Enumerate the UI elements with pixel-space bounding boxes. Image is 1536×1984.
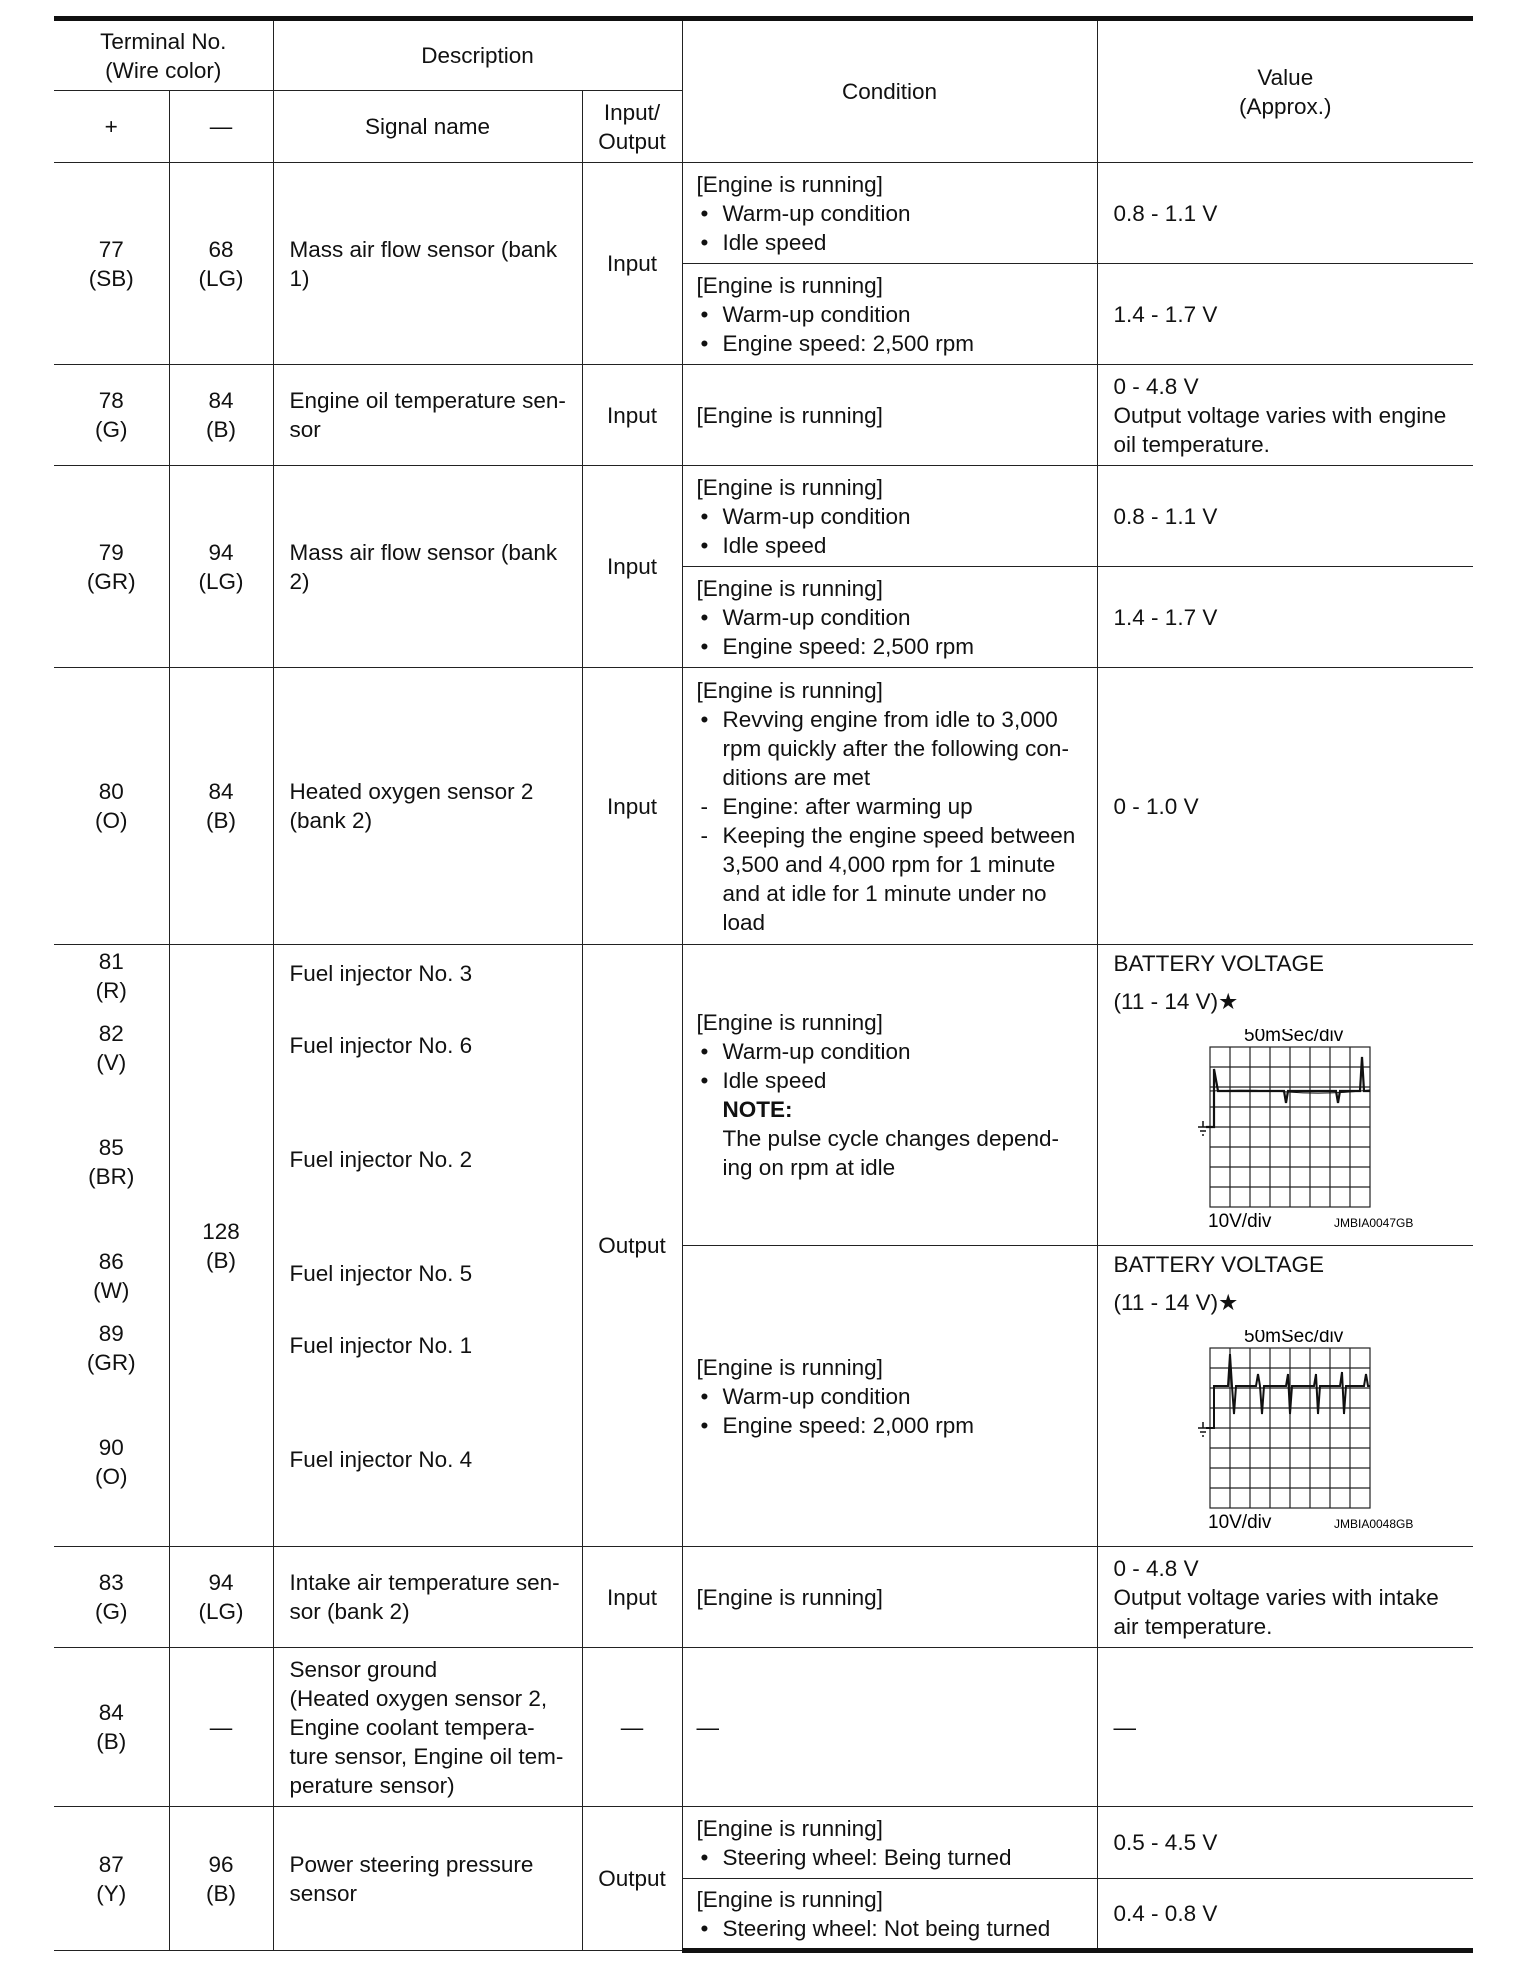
condition-bullet: • Warm-up condition xyxy=(697,502,1089,531)
condition-bullet: • Idle speed xyxy=(697,1066,1089,1095)
condition-cell xyxy=(682,1879,1097,1951)
condition-bullet: • Warm-up condition xyxy=(697,603,1089,632)
value-cell: 0 - 4.8 V Output voltage varies with intake air temperature. xyxy=(1097,1547,1473,1648)
terminal-plus: 84 (B) xyxy=(54,1648,169,1807)
io-type: Input xyxy=(582,1547,682,1648)
signal-name: Heated oxygen sensor 2 (bank 2) xyxy=(273,668,582,945)
condition-bullet: • Warm-up condition xyxy=(697,300,1089,329)
terminal-plus: 80 (O) xyxy=(54,668,169,945)
terminal-minus: 84 (B) xyxy=(169,365,273,466)
condition-head: [Engine is running] xyxy=(696,171,883,197)
condition-bullet: • Revving engine from idle to 3,000 rpm quickly after the following con-ditions are met xyxy=(697,705,1089,792)
condition-cell xyxy=(682,264,1097,365)
condition-cell xyxy=(682,466,1097,567)
value-cell: 0 - 1.0 V xyxy=(1097,668,1473,945)
signal-name: Fuel injector No. 1 xyxy=(289,1333,473,1358)
condition-bullet: • Idle speed xyxy=(697,531,1089,560)
header-minus: — xyxy=(169,91,273,163)
condition-bullet: • Warm-up condition xyxy=(697,1382,1089,1411)
terminal-plus: 78 (G) xyxy=(54,365,169,466)
terminal-plus: 82 (V) xyxy=(96,1021,127,1075)
value-cell: 0.5 - 4.5 V xyxy=(1097,1807,1473,1879)
condition-cell xyxy=(682,1246,1097,1547)
terminal-minus: 84 (B) xyxy=(169,668,273,945)
header-terminal: Terminal No. (Wire color) xyxy=(54,19,273,91)
value-cell: — xyxy=(1097,1648,1473,1807)
time-scale-label: 50mSec/div xyxy=(1243,1029,1343,1046)
signal-name: Sensor ground (Heated oxygen sensor 2, Engine coolant tempera- ture sensor, Engine oil tem- perature sensor) xyxy=(273,1648,582,1807)
condition-head: [Engine is running] xyxy=(696,1010,883,1035)
waveform-cell xyxy=(1097,945,1473,1246)
value-cell: 0 - 4.8 V Output voltage varies with engine oil temperature. xyxy=(1097,365,1473,466)
figure-code: JMBIA0047GB xyxy=(1333,1216,1413,1230)
waveform-range: (11 - 14 V)★ xyxy=(1113,989,1239,1014)
header-plus: + xyxy=(54,91,169,163)
terminal-plus: 89 (GR) xyxy=(86,1321,136,1375)
io-type: Input xyxy=(582,466,682,668)
header-signal-name: Signal name xyxy=(273,91,582,163)
condition-head: [Engine is running] xyxy=(696,474,883,500)
header-value: Value (Approx.) xyxy=(1097,19,1473,163)
terminal-plus: 81 (R) xyxy=(95,949,127,1003)
waveform-title: BATTERY VOLTAGE xyxy=(1113,1252,1325,1277)
value-cell: 0.4 - 0.8 V xyxy=(1097,1879,1473,1951)
signal-name: Intake air temperature sen- sor (bank 2) xyxy=(273,1547,582,1648)
terminal-minus: 128 (B) xyxy=(169,945,273,1547)
condition-head: [Engine is running] xyxy=(696,1815,883,1841)
volt-scale-label: 10V/div xyxy=(1207,1211,1271,1232)
note-heading: NOTE: xyxy=(722,1097,793,1122)
signal-name: Fuel injector No. 4 xyxy=(289,1447,473,1472)
value-cell: 0.8 - 1.1 V xyxy=(1097,466,1473,567)
value-cell: 0.8 - 1.1 V xyxy=(1097,163,1473,264)
io-type: Input xyxy=(582,163,682,365)
signal-name: Power steering pressure sensor xyxy=(273,1807,582,1951)
terminal-plus: 85 (BR) xyxy=(88,1135,135,1189)
signal-name: Fuel injector No. 3 xyxy=(289,961,473,986)
header-io: Input/ Output xyxy=(582,91,682,163)
condition-bullet: • Steering wheel: Not being turned xyxy=(697,1914,1089,1943)
terminal-plus: 86 (W) xyxy=(93,1249,130,1303)
condition-head: [Engine is running] xyxy=(696,575,883,601)
io-type: Input xyxy=(582,365,682,466)
note-text: The pulse cycle changes depend-ing on rpm at idle xyxy=(722,1126,1059,1180)
header-description: Description xyxy=(273,19,682,91)
terminal-plus: 83 (G) xyxy=(54,1547,169,1648)
waveform-cell xyxy=(1097,1246,1473,1547)
condition-bullet: • Engine speed: 2,000 rpm xyxy=(697,1411,1089,1440)
io-type: — xyxy=(582,1648,682,1807)
condition-bullet: • Engine speed: 2,500 rpm xyxy=(697,632,1089,661)
header-condition: Condition xyxy=(682,19,1097,163)
figure-code: JMBIA0048GB xyxy=(1333,1517,1413,1531)
signal-name: Fuel injector No. 5 xyxy=(289,1261,473,1286)
io-type: Output xyxy=(582,945,682,1547)
io-type: Output xyxy=(582,1807,682,1951)
terminal-minus: — xyxy=(169,1648,273,1807)
terminal-spec-table xyxy=(54,16,1473,1953)
condition-cell: [Engine is running] xyxy=(682,1547,1097,1648)
terminal-minus: 94 (LG) xyxy=(169,466,273,668)
condition-cell: — xyxy=(682,1648,1097,1807)
condition-bullet: • Warm-up condition xyxy=(697,1037,1089,1066)
volt-scale-label: 10V/div xyxy=(1207,1512,1271,1533)
condition-dash: - Engine: after warming up xyxy=(697,792,1089,821)
signal-name: Mass air flow sensor (bank 2) xyxy=(273,466,582,668)
condition-bullet: • Warm-up condition xyxy=(697,199,1089,228)
waveform-range: (11 - 14 V)★ xyxy=(1113,1290,1239,1315)
condition-bullet: • Idle speed xyxy=(697,228,1089,257)
condition-cell: [Engine is running] xyxy=(682,365,1097,466)
terminal-plus: 79 (GR) xyxy=(54,466,169,668)
value-cell: 1.4 - 1.7 V xyxy=(1097,567,1473,668)
condition-head: [Engine is running] xyxy=(696,1886,883,1912)
signal-name: Fuel injector No. 6 xyxy=(289,1033,473,1058)
time-scale-label: 50mSec/div xyxy=(1243,1330,1343,1347)
oscilloscope-waveform-idle xyxy=(1148,1029,1448,1239)
signal-name: Engine oil temperature sen- sor xyxy=(273,365,582,466)
value-cell: 1.4 - 1.7 V xyxy=(1097,264,1473,365)
terminal-plus: 87 (Y) xyxy=(54,1807,169,1951)
signal-name: Mass air flow sensor (bank 1) xyxy=(273,163,582,365)
condition-cell xyxy=(682,567,1097,668)
terminal-plus: 77 (SB) xyxy=(54,163,169,365)
condition-dash: - Keeping the engine speed between 3,500 and 4,000 rpm for 1 minute and at idle for 1 minute under no load xyxy=(697,821,1089,937)
condition-cell xyxy=(682,668,1097,945)
condition-bullet: • Steering wheel: Being turned xyxy=(697,1843,1089,1872)
condition-head: [Engine is running] xyxy=(696,677,883,703)
signal-name: Fuel injector No. 2 xyxy=(289,1147,473,1172)
condition-cell xyxy=(682,945,1097,1246)
condition-cell xyxy=(682,163,1097,264)
injector-signals xyxy=(273,945,582,1547)
terminal-minus: 96 (B) xyxy=(169,1807,273,1951)
terminal-minus: 68 (LG) xyxy=(169,163,273,365)
oscilloscope-waveform-2000rpm xyxy=(1148,1330,1448,1540)
condition-head: [Engine is running] xyxy=(696,272,883,298)
terminal-plus: 90 (O) xyxy=(95,1435,128,1489)
io-type: Input xyxy=(582,668,682,945)
injector-terminals xyxy=(54,945,169,1547)
condition-bullet: • Engine speed: 2,500 rpm xyxy=(697,329,1089,358)
terminal-minus: 94 (LG) xyxy=(169,1547,273,1648)
condition-head: [Engine is running] xyxy=(696,1354,883,1380)
waveform-title: BATTERY VOLTAGE xyxy=(1113,951,1325,976)
condition-cell xyxy=(682,1807,1097,1879)
